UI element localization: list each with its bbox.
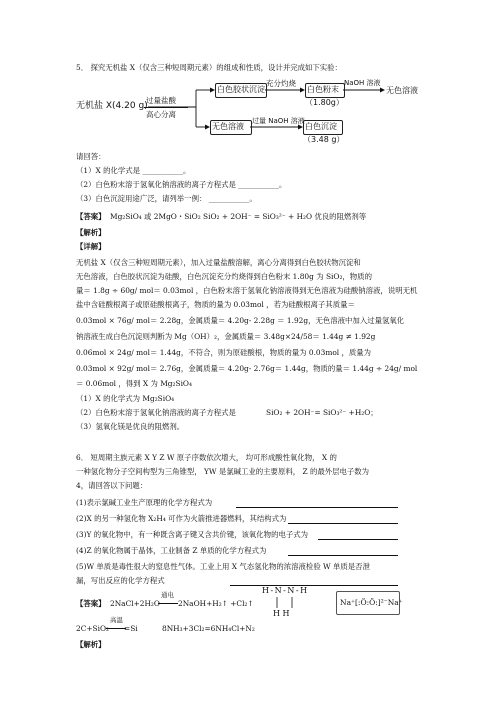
- q5-answer-label: 【答案】: [76, 212, 106, 221]
- q5-repeat2: （2）白色粉末溶于氢氧化钠溶液的离子方程式是: [76, 408, 236, 417]
- q6-analysis-label: 【解析】: [76, 640, 106, 649]
- q6-ans1-cond: 通电: [161, 591, 174, 599]
- condition-rule: [106, 628, 126, 629]
- burn-label: 充分灼烧: [266, 79, 296, 88]
- q6-sub2: (2)X 的另一种氢化物 X₂H₄ 可作为火箭推进器燃料，其结构式为: [76, 514, 287, 523]
- q5-sub2: （2）白色粉末溶于氢氧化钠溶液的离子方程式是 ___________。: [76, 180, 287, 189]
- detail-line: 无色溶液，白色胶状沉淀为硅酸，白色沉淀充分灼烧得到白色粉末 1.80g 为 SiO₂，物质的: [76, 272, 372, 281]
- q6-ans4-right: =Si: [124, 624, 138, 633]
- detail-line: 量＝ 1.8g ÷ 60g/ mol＝ 0.03mol ，白色粉末溶于氢氧化钠溶液得到无色溶液为硅酸钠溶液，说明无机: [76, 286, 418, 295]
- mass1-label: （1.80g）: [305, 98, 344, 107]
- q5-sub1: （1）X 的化学式是 ___________。: [76, 166, 191, 175]
- hydrazine-structure-bottom: H H: [273, 609, 290, 618]
- q5-repeat1: （1）X 的化学式为 Mg₂SiO₄: [76, 394, 175, 403]
- q5-analysis-label: 【解析】: [76, 228, 106, 237]
- q5-repeat3: （3）氢氧化镁是优良的阻燃剂。: [76, 422, 185, 431]
- white-gel-label: 白色胶状沉淀: [217, 85, 265, 94]
- q5-answer-text: Mg₂SiO₄ 或 2MgO・SiO₂ SiO₂ + 2OH⁻ = SiO₃²⁻ + H₂O 优良的阻燃剂等: [110, 212, 367, 221]
- colorless-sol2-label: 无色溶液: [212, 122, 244, 131]
- q6-ans1: 2NaCl+2H₂O: [110, 599, 160, 608]
- white-powder-label: 白色粉末: [307, 85, 339, 94]
- white-ppt-label: 白色沉淀: [305, 122, 337, 131]
- q6-line2: 一种氢化物分子空间构型为三角锥型， YW 是氯碱工业的主要原料， Z 的最外层电子数为: [76, 467, 370, 476]
- q5-repeat2-eq: SiO₂ + 2OH⁻= SiO₃²⁻ +H₂O；: [266, 408, 378, 417]
- q6-ans4-cond: 高温: [110, 616, 123, 624]
- q6-ans5: 8NH₃+3Cl₂=6NH₄Cl+N₂: [162, 624, 255, 633]
- q6-ans1-rest: 2NaOH+H₂↑ +Cl₂↑: [178, 599, 254, 608]
- hydrazine-structure-top: H-N-N-H: [262, 586, 309, 595]
- detail-line: 0.03mol × 76g/ mol＝ 2.28g，金属质量＝ 4.20g- 2.28g ＝ 1.92g，无色溶液中加入过量氢氧化: [76, 316, 405, 325]
- detail-line: ＝ 0.06mol ，得到 X 为 Mg₂SiO₄: [76, 379, 192, 388]
- q6-line3: 4，请回答以下问题：: [76, 481, 148, 490]
- naoh1-label: NaOH 溶液: [344, 79, 381, 87]
- q6-sub5b: 漏，写出反应的化学方程式: [76, 576, 165, 585]
- detail-line: 0.06mol × 24g/ mol＝ 1.44g，不符合，则为原硅酸根，物质的量为 0.03mol ，质量为: [76, 348, 372, 357]
- q6-sub3: (3)Y 的氧化物中，有一种既含离子键又含共价键，该氧化物的电子式为: [76, 530, 309, 539]
- flow-step1-top: 过量盐酸: [146, 96, 176, 105]
- q6-answer-label: 【答案】: [76, 599, 106, 608]
- q5-detail-label: 【详解】: [76, 242, 106, 251]
- detail-line: 钠溶液生成白色沉淀则判断为 Mg（OH）₂，金属质量＝ 3.48g×24/58＝ 1.44g ≠ 1.92g: [76, 332, 376, 341]
- detail-line: 盐中含硅酸根离子或原硅酸根离子，物质的量为 0.03mol ，若为硅酸根离子其质量＝: [76, 300, 355, 309]
- flow-step1-bottom: 高心分离: [146, 110, 176, 119]
- q5-sub3: （3）白色沉淀用途广泛，请列举一例： ___________。: [76, 194, 257, 203]
- flow-start-label: 无机盐 X(4.20 g): [76, 101, 148, 111]
- q6-sub5a: (5)W 单质是毒性很大的窒息性气体。工业上用 X 气态氢化物的浓溶液检验 W 单质是否泄: [76, 562, 370, 571]
- colorless-sol1-label: 无色溶液: [386, 86, 418, 95]
- q6-sub1: (1)表示氯碱工业生产原理的化学方程式为: [76, 498, 213, 507]
- answer-prompt: 请回答：: [76, 152, 106, 161]
- mass2-label: （3.48 g）: [303, 135, 345, 144]
- na2o2-formula: Na⁺[:Ö:Ö:]²⁻Na⁺: [340, 598, 403, 607]
- q6-line1: 6． 短周期主族元素 X Y Z W 原子序数依次增大， 均可形成酸性氧化物， X 的: [76, 453, 337, 462]
- q5-intro: 5． 探究无机盐 X（仅含三种短周期元素）的组成和性质，设计并完成如下实验：: [76, 63, 342, 72]
- detail-line: 0.03mol × 92g/ mol＝ 2.76g，金属质量＝ 4.20g- 2.76g＝ 1.44g，物质的量＝ 1.44g ÷ 24g/ mol: [76, 364, 418, 373]
- q6-sub4: (4)Z 的氧化物属于晶体，工业制备 Z 单质的化学方程式为: [76, 546, 267, 555]
- q6-ans4-left: 2C+SiO₂: [76, 624, 109, 633]
- excess-naoh-label: 过量 NaOH 溶液: [252, 117, 305, 125]
- detail-line: 无机盐 X（仅含三种短周期元素），加入过量盐酸溶解，离心分离得到白色胶状物沉淀和: [76, 258, 361, 267]
